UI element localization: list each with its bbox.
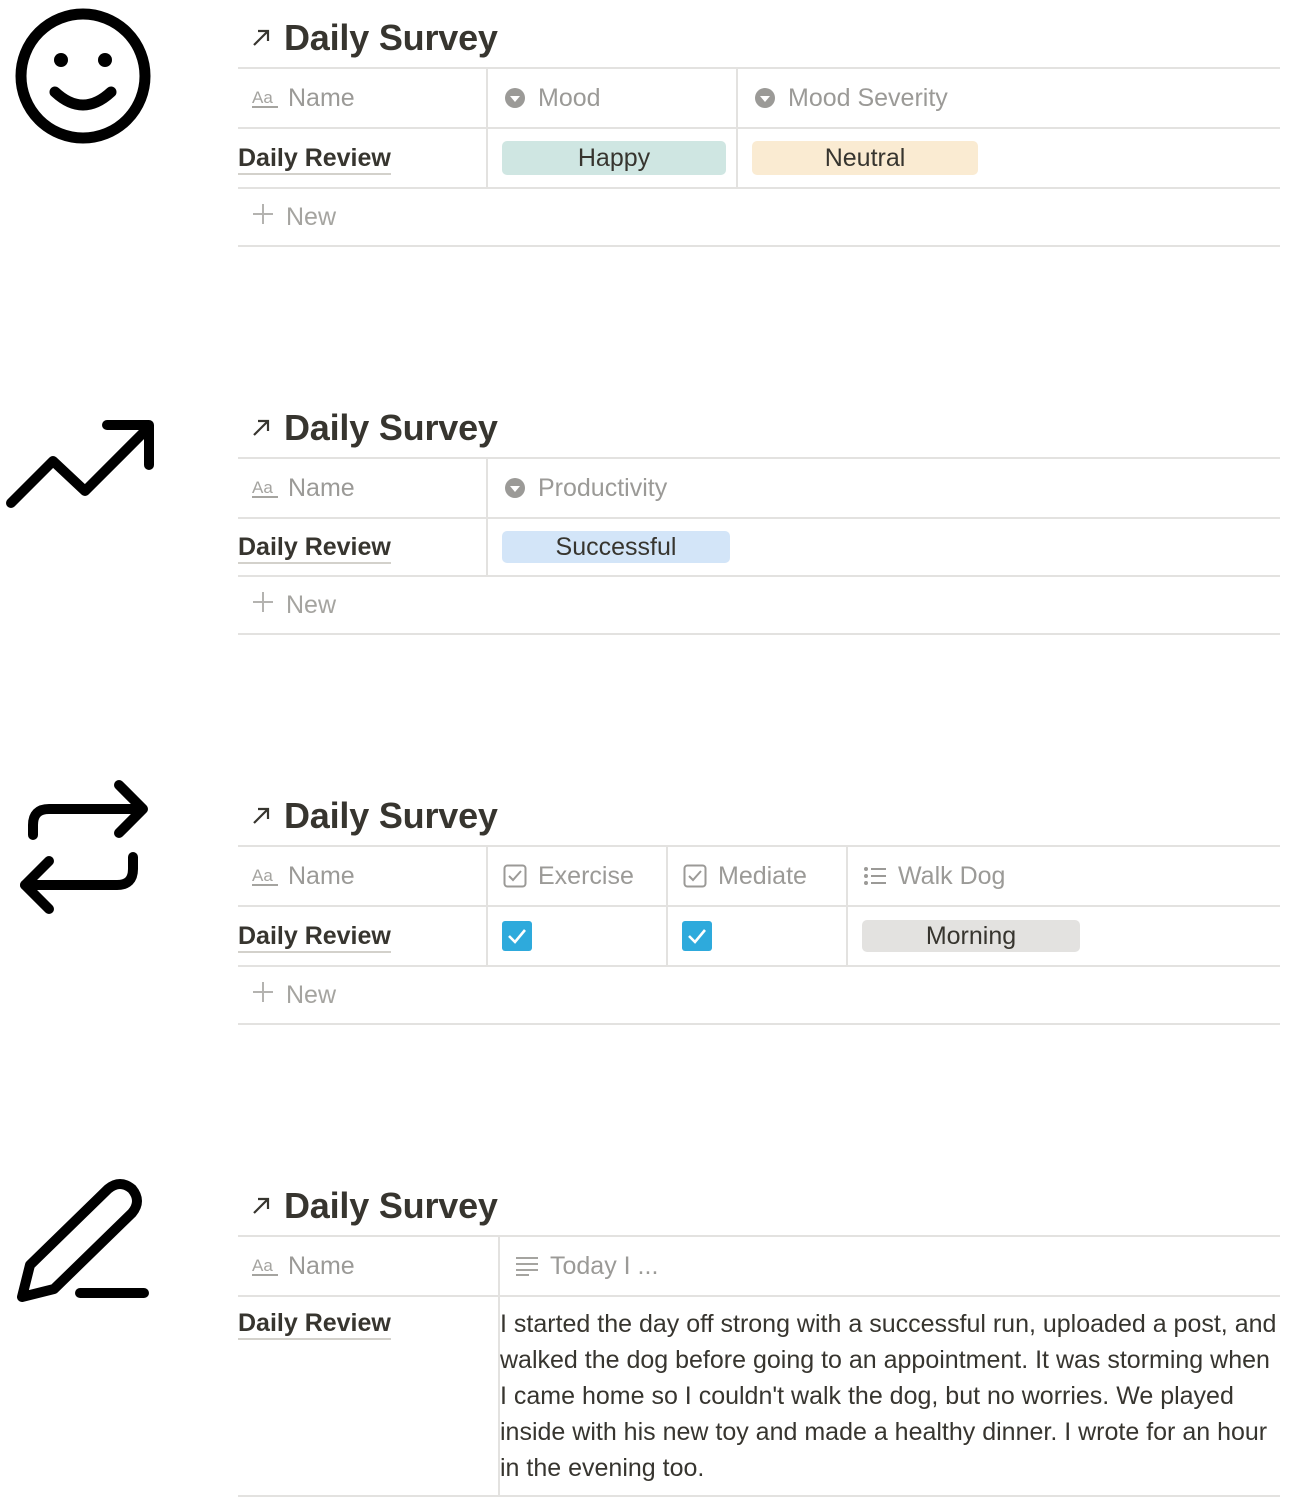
mood-cell[interactable] (487, 128, 737, 188)
new-row-label: New (286, 202, 337, 231)
page-title[interactable]: Daily Survey (284, 795, 498, 836)
column-label: Exercise (538, 861, 634, 890)
database-table (238, 1235, 1280, 1497)
text-property-icon (252, 85, 278, 111)
exercise-cell[interactable] (487, 906, 667, 966)
database-block-journal (238, 1177, 1280, 1497)
productivity-tag: Successful (502, 531, 730, 563)
column-header-exercise[interactable] (487, 846, 667, 906)
walk-dog-tag: Morning (862, 920, 1080, 952)
column-label: Productivity (538, 473, 668, 502)
column-header-walk-dog[interactable] (847, 846, 1280, 906)
database-block-mood (238, 9, 1280, 247)
column-label: Walk Dog (898, 861, 1006, 890)
row-name-cell[interactable]: Daily Review (238, 518, 487, 576)
text-property-icon (252, 475, 278, 501)
database-table (238, 457, 1280, 635)
svg-text:Aa: Aa (252, 478, 273, 497)
column-header-today[interactable] (499, 1236, 1280, 1296)
text-property-icon (252, 863, 278, 889)
column-label: Mediate (718, 861, 807, 890)
today-text-cell[interactable]: I started the day off strong with a successful run, uploaded a post, and walked the dog before going to an appointment. It was storming when I came home so I couldn't walk the dog, but no worries. We played inside with his new toy and made a healthy dinner. I wrote for an hour in the evening too. (499, 1296, 1280, 1496)
select-property-icon (502, 475, 528, 501)
productivity-cell[interactable] (487, 518, 1280, 576)
column-label: Name (288, 473, 355, 502)
column-header-mood-severity[interactable] (737, 68, 1280, 128)
select-property-icon (752, 85, 778, 111)
plus-icon (252, 981, 274, 1010)
page-title[interactable]: Daily Survey (284, 17, 498, 58)
link-arrow-icon[interactable] (250, 417, 284, 439)
row-name-cell[interactable]: Daily Review (238, 1296, 499, 1496)
row-name-cell[interactable]: Daily Review (238, 128, 487, 188)
column-header-productivity[interactable] (487, 458, 1280, 518)
column-header-mood[interactable] (487, 68, 737, 128)
plus-icon (252, 203, 274, 232)
select-property-icon (502, 85, 528, 111)
database-block-habits (238, 787, 1280, 1025)
long-text-property-icon (514, 1253, 540, 1279)
column-header-name[interactable] (238, 846, 487, 906)
column-label: Mood Severity (788, 83, 948, 112)
mediate-cell[interactable] (667, 906, 847, 966)
mediate-checkbox[interactable] (682, 921, 712, 951)
walk-dog-cell[interactable] (847, 906, 1280, 966)
new-row[interactable] (238, 576, 1280, 634)
multi-select-property-icon (862, 863, 888, 889)
block-title (238, 9, 1280, 67)
page-title[interactable]: Daily Survey (284, 1185, 498, 1226)
new-row-label: New (286, 980, 337, 1009)
block-title (238, 399, 1280, 457)
database-table (238, 845, 1280, 1025)
link-arrow-icon[interactable] (250, 805, 284, 827)
column-label: Mood (538, 83, 601, 112)
column-label: Name (288, 861, 355, 890)
block-title (238, 787, 1280, 845)
svg-text:Aa: Aa (252, 88, 273, 107)
page-title[interactable]: Daily Survey (284, 407, 498, 448)
link-arrow-icon[interactable] (250, 1195, 284, 1217)
text-property-icon (252, 1253, 278, 1279)
table-row[interactable] (238, 518, 1280, 576)
checkbox-property-icon (682, 863, 708, 889)
checkbox-property-icon (502, 863, 528, 889)
table-row[interactable] (238, 1296, 1280, 1496)
repeat-icon (0, 775, 165, 935)
table-row[interactable] (238, 128, 1280, 188)
column-label: Name (288, 83, 355, 112)
svg-text:Aa: Aa (252, 1256, 273, 1275)
block-title (238, 1177, 1280, 1235)
column-header-name[interactable] (238, 68, 487, 128)
mood-severity-tag: Neutral (752, 141, 978, 175)
svg-text:Aa: Aa (252, 866, 273, 885)
column-label: Today I ... (550, 1251, 659, 1280)
new-row[interactable] (238, 966, 1280, 1024)
column-header-name[interactable] (238, 458, 487, 518)
column-header-mediate[interactable] (667, 846, 847, 906)
column-label: Name (288, 1251, 355, 1280)
pencil-icon (0, 1175, 165, 1305)
smiley-face-icon (0, 8, 165, 148)
mood-tag: Happy (502, 141, 726, 175)
exercise-checkbox[interactable] (502, 921, 532, 951)
database-block-productivity (238, 399, 1280, 635)
column-header-name[interactable] (238, 1236, 499, 1296)
table-row[interactable] (238, 906, 1280, 966)
new-row[interactable] (238, 188, 1280, 246)
database-table (238, 67, 1280, 247)
mood-severity-cell[interactable] (737, 128, 1280, 188)
link-arrow-icon[interactable] (250, 27, 284, 49)
new-row-label: New (286, 590, 337, 619)
plus-icon (252, 591, 274, 620)
row-name-cell[interactable]: Daily Review (238, 906, 487, 966)
trending-up-icon (0, 415, 165, 515)
